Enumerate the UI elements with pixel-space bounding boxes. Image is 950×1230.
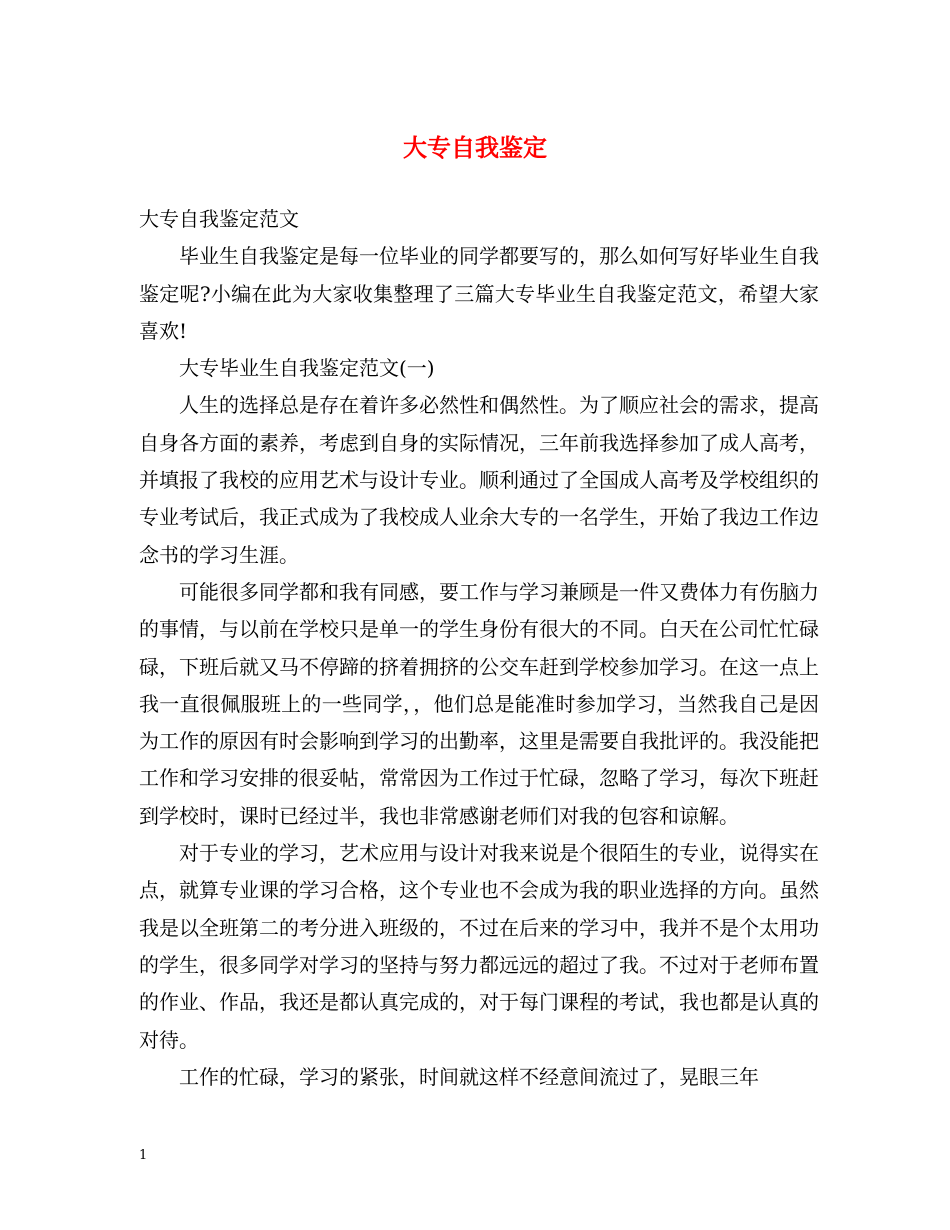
intro-paragraph: 毕业生自我鉴定是每一位毕业的同学都要写的，那么如何写好毕业生自我鉴定呢?小编在此为大家收集整理了三篇大专毕业生自我鉴定范文，希望大家喜欢!	[139, 244, 819, 343]
body-paragraph: 人生的选择总是存在着许多必然性和偶然性。为了顺应社会的需求，提高自身各方面的素养，考虑到自身的实际情况，三年前我选择参加了成人高考，并填报了我校的应用艺术与设计专业。顺利通过了全国成人高考及学校组织的专业考试后，我正式成为了我校成人业余大专的一名学生，开始了我边工作边念书的学习生涯。	[139, 393, 819, 567]
body-paragraph: 对于专业的学习，艺术应用与设计对我来说是个很陌生的专业，说得实在点，就算专业课的学习合格，这个专业也不会成为我的职业选择的方向。虽然我是以全班第二的考分进入班级的，不过在后来的学习中，我并不是个太用功的学生，很多同学对学习的坚持与努力都远远的超过了我。不过对于老师布置的作业、作品，我还是都认真完成的，对于每门课程的考试，我也都是认真的对待。	[139, 841, 819, 1052]
subsection-heading: 大专毕业生自我鉴定范文(一)	[179, 356, 435, 381]
section-heading: 大专自我鉴定范文	[139, 207, 299, 231]
document-body	[139, 201, 819, 1096]
body-paragraph: 工作的忙碌，学习的紧张，时间就这样不经意间流过了，晃眼三年	[179, 1064, 759, 1089]
page-title: 大专自我鉴定	[403, 133, 547, 162]
page-number: 1	[139, 1148, 148, 1163]
body-paragraph: 可能很多同学都和我有同感，要工作与学习兼顾是一件又费体力有伤脑力的事情，与以前在学校只是单一的学生身份有很大的不同。白天在公司忙忙碌碌，下班后就又马不停蹄的挤着拥挤的公交车赶到学校参加学习。在这一点上我一直很佩服班上的一些同学，，他们总是能准时参加学习，当然我自己是因为工作的原因有时会影响到学习的出勤率，这里是需要自我批评的。我没能把工作和学习安排的很妥帖，常常因为工作过于忙碌，忽略了学习，每次下班赶到学校时，课时已经过半，我也非常感谢老师们对我的包容和谅解。	[139, 579, 819, 828]
